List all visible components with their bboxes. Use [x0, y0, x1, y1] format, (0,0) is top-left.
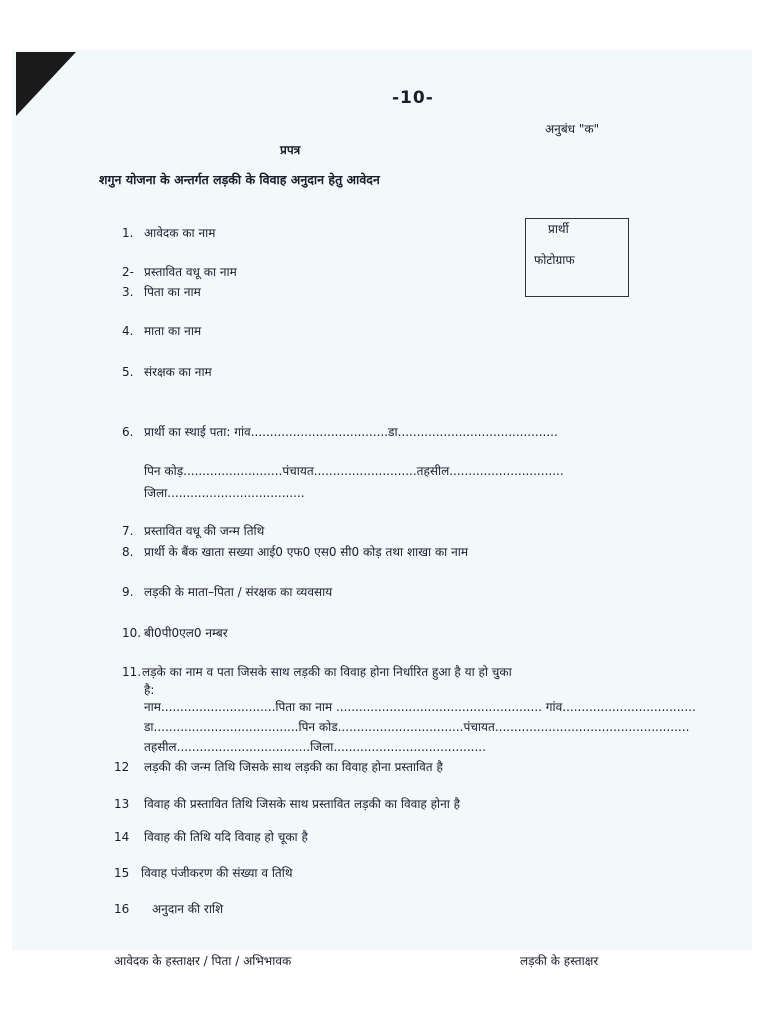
item-label: प्रार्थी का स्थाई पता: गांव....................................डा..........................................	[144, 425, 558, 439]
item-marriage-registration	[114, 866, 293, 880]
item-number: 2-	[122, 265, 134, 279]
item-number: 11.	[122, 665, 142, 679]
item-label: अनुदान की राशि	[152, 902, 224, 916]
item-number: 12	[114, 760, 130, 774]
girl-signature-label: लड़की के हस्ताक्षर	[520, 954, 599, 968]
item-number: 9.	[122, 585, 134, 599]
item-number: 1.	[122, 226, 134, 240]
item-number: 15	[114, 866, 130, 880]
item-number: 10.	[122, 626, 142, 640]
item-girl-dob	[114, 760, 443, 774]
item-number: 5.	[122, 365, 134, 379]
item-label: लड़की के माता–पिता / संरक्षक का व्यवसाय	[144, 585, 333, 599]
item-proposed-marriage-date	[114, 797, 460, 811]
groom-name-line: नाम..............................पिता का नाम ...................................................... गांव...................................	[144, 700, 696, 714]
groom-tehsil-line: तहसील...................................जिला........................................	[144, 740, 486, 754]
item-label: आवेदक का नाम	[144, 226, 216, 240]
item-grant-amount	[114, 902, 223, 916]
item-label: प्रस्तावित वधू का नाम	[144, 265, 237, 279]
item-number: 13	[114, 797, 130, 811]
item-bride-name	[122, 265, 237, 279]
item-number: 3.	[122, 285, 134, 299]
item-label: बी0पी0एल0 नम्बर	[144, 626, 228, 640]
item-father-name	[122, 285, 201, 299]
item-label: विवाह की तिथि यदि विवाह हो चूका है	[144, 830, 308, 844]
item-number: 4.	[122, 324, 134, 338]
item-number: 16	[114, 902, 130, 916]
item-marriage-date	[114, 830, 308, 844]
photo-label-applicant: प्रार्थी	[548, 222, 569, 236]
item-label: पिता का नाम	[144, 285, 201, 299]
item-label: संरक्षक का नाम	[144, 365, 212, 379]
groom-details-continuation: है:	[144, 683, 155, 697]
item-label: लड़की की जन्म तिथि जिसके साथ लड़की का विवाह होना प्रस्तावित है	[144, 760, 443, 774]
address-district-line: जिला....................................	[144, 486, 305, 500]
item-number: 8.	[122, 545, 134, 559]
photo-label-photograph: फोटोग्राफ	[534, 253, 575, 267]
item-number: 6.	[122, 425, 134, 439]
item-bride-dob	[122, 524, 264, 538]
item-number: 14	[114, 830, 130, 844]
item-label: माता का नाम	[144, 324, 202, 338]
annexure-label: अनुबंध "क"	[545, 122, 600, 136]
scan-corner-mark	[16, 52, 76, 116]
item-bpl-number	[122, 626, 228, 640]
item-mother-name	[122, 324, 201, 338]
item-parent-occupation	[122, 585, 332, 599]
photo-box	[525, 218, 629, 297]
item-permanent-address	[122, 425, 558, 439]
form-subtitle: शगुन योजना के अन्तर्गत लड़की के विवाह अनुदान हेतु आवेदन	[99, 172, 380, 187]
page-number: -10-	[392, 88, 434, 108]
address-pincode-line: पिन कोड़..........................पंचायत...........................तहसील..............................	[144, 464, 564, 478]
item-label: विवाह पंजीकरण की संख्या व तिथि	[141, 866, 293, 880]
applicant-signature-label: आवेदक के हस्ताक्षर / पिता / अभिभावक	[114, 954, 292, 968]
form-title: प्रपत्र	[280, 143, 301, 157]
item-applicant-name	[122, 226, 215, 240]
item-groom-details	[122, 665, 512, 679]
item-guardian-name	[122, 365, 212, 379]
item-label: प्रार्थी के बैंक खाता सख्या आई0 एफ0 एस0 सी0 कोड़ तथा शाखा का नाम	[144, 545, 469, 559]
groom-postoffice-line: डा......................................पिन कोड.................................पंचायत...................................................	[144, 720, 690, 734]
item-label: विवाह की प्रस्तावित तिथि जिसके साथ प्रस्तावित लड़की का विवाह होना है	[144, 797, 461, 811]
item-number: 7.	[122, 524, 134, 538]
item-bank-details	[122, 545, 468, 559]
item-label: प्रस्तावित वधू की जन्म तिथि	[144, 524, 265, 538]
item-label: लड़के का नाम व पता जिसके साथ लड़की का विवाह होना निर्धारित हुआ है या हो चुका	[142, 665, 512, 679]
